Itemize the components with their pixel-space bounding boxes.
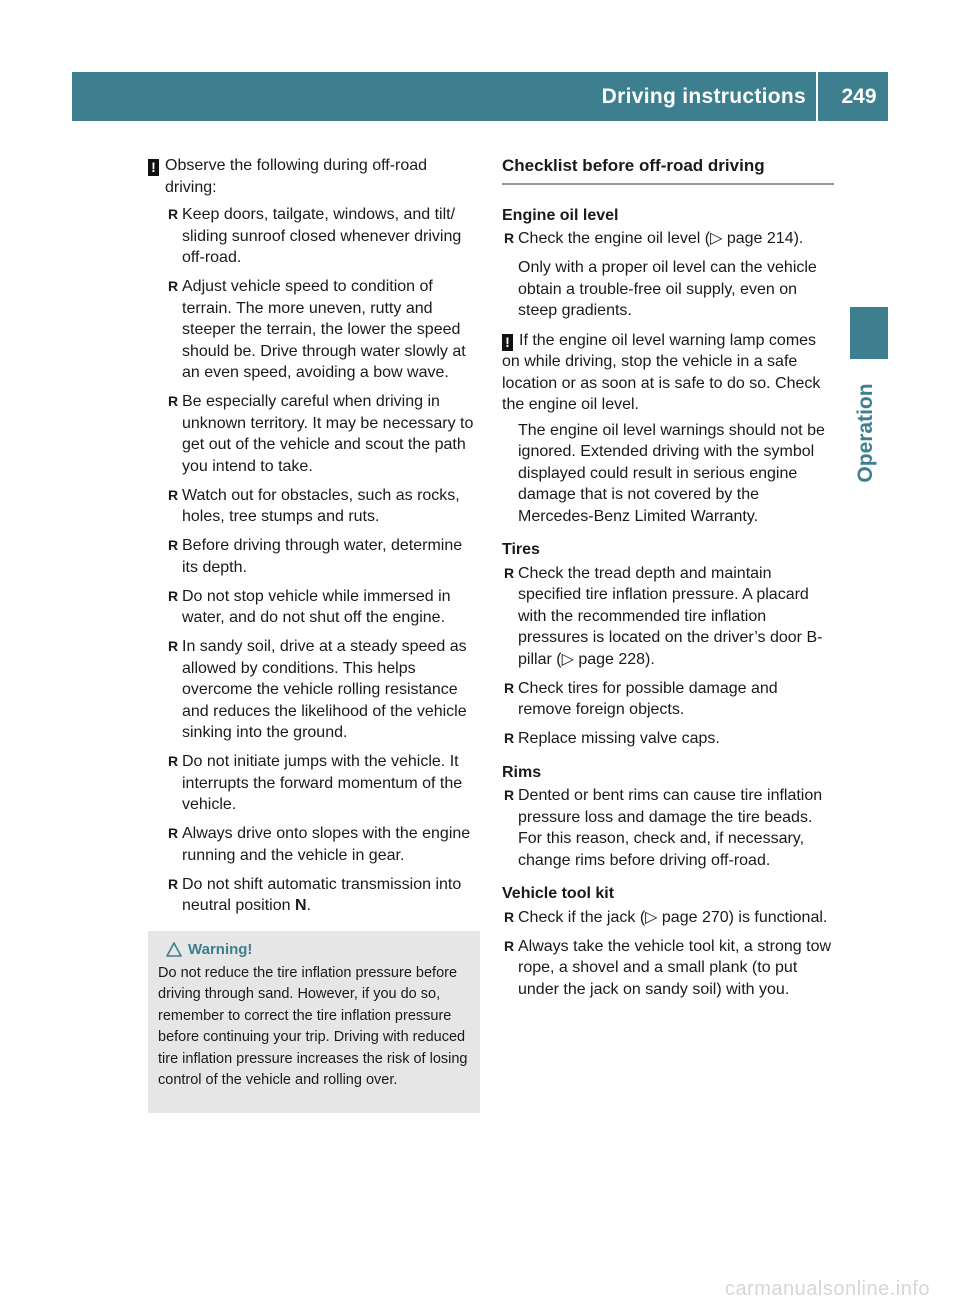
list-item: R Check tires for possible damage and remove foreign objects. <box>502 678 834 721</box>
left-column <box>148 155 482 924</box>
page-number: 249 <box>841 85 877 108</box>
rims-list <box>502 785 834 871</box>
warning-title: Warning! <box>188 941 253 958</box>
list-item: R Always drive onto slopes with the engine running and the vehicle in gear. <box>148 823 482 866</box>
exclamation-icon: ! <box>148 159 159 176</box>
list-item: R Do not initiate jumps with the vehicle. It interrupts the forward momentum of the vehicle. <box>148 751 482 816</box>
list-item: R Watch out for obstacles, such as rocks, holes, tree stumps and ruts. <box>148 485 482 528</box>
list-item: R Check the engine oil level (▷ page 214). <box>502 228 834 250</box>
notice-text-line2: driving: <box>165 178 217 196</box>
engine-oil-notice <box>502 330 834 528</box>
warning-text: Do not reduce the tire inflation pressure before driving through sand. However, if you do so, remember to correct the tire inflation pressure before continuing your trip. Driving with reduced tire inflation pressure increases the risk of losing control of the vehicle and rolling over. <box>158 964 468 1088</box>
notice-paragraph <box>148 155 482 177</box>
offroad-bullet-list <box>148 204 482 917</box>
warning-heading <box>158 939 472 961</box>
tires-heading: Tires <box>502 541 540 558</box>
engine-oil-list <box>502 228 834 250</box>
engine-oil-paragraph: Only with a proper oil level can the vehicle obtain a trouble-free oil supply, even on steep gradients. <box>518 259 817 319</box>
engine-oil-notice-cont: The engine oil level warnings should not be ignored. Extended driving with the symbol displayed could result in serious engine damage that is not covered by the Mercedes-Benz Limited Warranty. <box>518 421 825 525</box>
list-item: R Keep doors, tailgate, windows, and tilt/ sliding sunroof closed whenever driving off-road. <box>148 204 482 269</box>
engine-oil-heading: Engine oil level <box>502 206 619 224</box>
list-item: R Be especially careful when driving in unknown territory. It may be necessary to get out of the vehicle and scout the path you intend to take. <box>148 391 482 477</box>
list-item <box>148 874 482 917</box>
section-title: Checklist before off-road driving <box>502 155 834 185</box>
section-side-tab <box>841 370 891 495</box>
list-item: R Dented or bent rims can cause tire inflation pressure loss and damage the tire beads. For this reason, check and, if necessary, change rims before driving off-road. <box>502 785 834 871</box>
list-item: R Always take the vehicle tool kit, a strong tow rope, a shovel and a small plank (to put under the jack on sandy soil) with you. <box>502 936 834 1001</box>
tool-kit-heading: Vehicle tool kit <box>502 885 615 902</box>
list-item: R Replace missing valve caps. <box>502 728 834 750</box>
warning-triangle-icon <box>166 942 182 957</box>
tool-kit-list <box>502 907 834 1001</box>
exclamation-icon: ! <box>502 334 513 351</box>
tires-list <box>502 563 834 750</box>
gear-position-label: N <box>294 897 307 914</box>
list-item-end: . <box>306 897 311 914</box>
list-item-text: Do not shift automatic transmission into neutral position <box>182 875 462 914</box>
page-header <box>72 72 888 121</box>
footer <box>0 1278 960 1302</box>
rims-heading: Rims <box>502 763 542 781</box>
list-item: R Do not stop vehicle while immersed in water, and do not shut off the engine. <box>148 586 482 629</box>
list-item: R In sandy soil, drive at a steady speed as allowed by conditions. This helps overcome the vehicle rolling resistance and reduces the likelihood of the vehicle sinking into the ground. <box>148 636 482 744</box>
right-column <box>502 155 834 1008</box>
section-side-label: Operation <box>854 382 877 483</box>
notice-text-line1: Observe the following during off-road <box>165 157 428 174</box>
watermark: carmanualsonline.info <box>724 1278 930 1300</box>
list-item: R Before driving through water, determine its depth. <box>148 535 482 578</box>
list-item: R Adjust vehicle speed to condition of terrain. The more uneven, rutty and steeper the terrain, the lower the speed should be. Drive through water slowly at an even speed, avoiding a bow wave. <box>148 276 482 384</box>
side-marker <box>850 307 888 359</box>
list-item: R Check the tread depth and maintain specified tire inflation pressure. A placard with the recommended tire inflation pressures is located on the driver’s door B-pillar (▷ page 228). <box>502 563 834 671</box>
chapter-title: Driving instructions <box>602 72 818 121</box>
list-item: R Check if the jack (▷ page 270) is functional. <box>502 907 834 929</box>
warning-box <box>148 931 480 1113</box>
engine-oil-notice-text: If the engine oil level warning lamp comes on while driving, stop the vehicle in a safe location or as soon at is safe to do so. Check the engine oil level. <box>502 331 821 413</box>
